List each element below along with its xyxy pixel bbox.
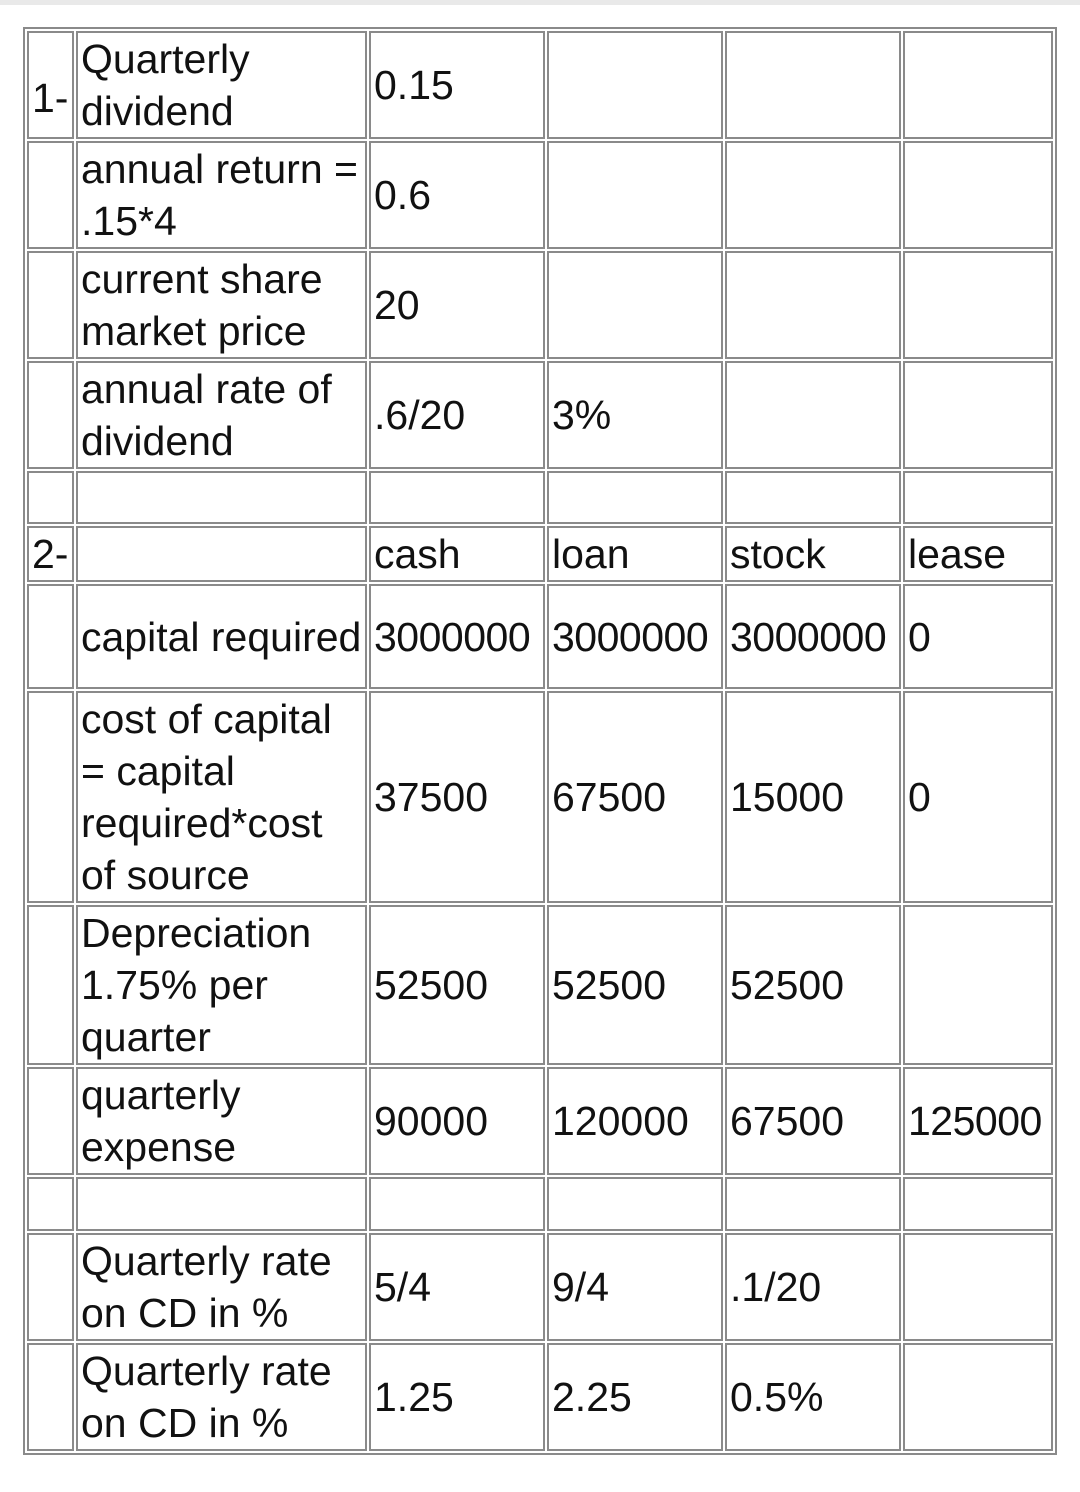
empty-cell[interactable] — [27, 1343, 74, 1451]
cell-value[interactable]: 120000 — [547, 1067, 723, 1175]
table-row — [27, 141, 1053, 249]
empty-cell[interactable] — [27, 1177, 74, 1231]
cell-value[interactable]: 3% — [547, 361, 723, 469]
section-number[interactable]: 2- — [27, 526, 74, 582]
cell-value[interactable]: 125000 — [903, 1067, 1053, 1175]
cell-value[interactable]: 3000000 — [547, 584, 723, 689]
empty-cell[interactable] — [369, 471, 545, 524]
empty-cell[interactable] — [725, 471, 901, 524]
empty-cell[interactable] — [725, 1177, 901, 1231]
column-header-loan[interactable]: loan — [547, 526, 723, 582]
row-label[interactable]: capital required — [76, 584, 367, 689]
cell-value[interactable] — [903, 1233, 1053, 1341]
empty-cell[interactable] — [27, 905, 74, 1065]
empty-cell[interactable] — [76, 471, 367, 524]
cell-value[interactable]: .1/20 — [725, 1233, 901, 1341]
cell-value[interactable]: 5/4 — [369, 1233, 545, 1341]
empty-cell[interactable] — [547, 1177, 723, 1231]
cell-value[interactable]: 0.5% — [725, 1343, 901, 1451]
empty-row — [27, 471, 1053, 524]
row-label[interactable]: cost of capital = capital required*cost of source — [76, 691, 367, 903]
empty-cell[interactable] — [27, 141, 74, 249]
header-row — [27, 526, 1053, 582]
row-label[interactable]: annual rate of dividend — [76, 361, 367, 469]
table-row — [27, 905, 1053, 1065]
table-row — [27, 691, 1053, 903]
section-number[interactable]: 1- — [27, 31, 74, 139]
cell-value[interactable] — [725, 251, 901, 359]
table-row — [27, 251, 1053, 359]
empty-cell[interactable] — [903, 471, 1053, 524]
column-header-lease[interactable]: lease — [903, 526, 1053, 582]
cell-value[interactable] — [903, 251, 1053, 359]
column-header-cash[interactable]: cash — [369, 526, 545, 582]
cell-value[interactable] — [903, 31, 1053, 139]
cell-value[interactable]: 52500 — [725, 905, 901, 1065]
cell-value[interactable]: .6/20 — [369, 361, 545, 469]
cell-value[interactable] — [547, 31, 723, 139]
cell-value[interactable]: 0.6 — [369, 141, 545, 249]
cell-value[interactable]: 52500 — [369, 905, 545, 1065]
row-label[interactable]: quarterly expense — [76, 1067, 367, 1175]
cell-value[interactable] — [547, 251, 723, 359]
empty-row — [27, 1177, 1053, 1231]
cell-value[interactable]: 0.15 — [369, 31, 545, 139]
top-divider — [0, 0, 1080, 5]
cell-value[interactable] — [725, 361, 901, 469]
empty-cell[interactable] — [27, 1067, 74, 1175]
empty-cell[interactable] — [27, 691, 74, 903]
cell-value[interactable]: 67500 — [725, 1067, 901, 1175]
cell-value[interactable]: 20 — [369, 251, 545, 359]
empty-cell[interactable] — [76, 1177, 367, 1231]
empty-cell[interactable] — [27, 1233, 74, 1341]
cell-value[interactable] — [903, 905, 1053, 1065]
cell-value[interactable]: 0 — [903, 691, 1053, 903]
empty-cell[interactable] — [76, 526, 367, 582]
cell-value[interactable]: 0 — [903, 584, 1053, 689]
empty-cell[interactable] — [27, 471, 74, 524]
cell-value[interactable] — [725, 31, 901, 139]
cell-value[interactable]: 1.25 — [369, 1343, 545, 1451]
empty-cell[interactable] — [27, 251, 74, 359]
cell-value[interactable] — [903, 141, 1053, 249]
cell-value[interactable]: 37500 — [369, 691, 545, 903]
row-label[interactable]: Quarterly rate on CD in % — [76, 1343, 367, 1451]
cell-value[interactable]: 67500 — [547, 691, 723, 903]
empty-cell[interactable] — [27, 584, 74, 689]
row-label[interactable]: current share market price — [76, 251, 367, 359]
spreadsheet-table — [23, 27, 1057, 1455]
cell-value[interactable]: 3000000 — [725, 584, 901, 689]
cell-value[interactable]: 3000000 — [369, 584, 545, 689]
table-row — [27, 1343, 1053, 1451]
column-header-stock[interactable]: stock — [725, 526, 901, 582]
cell-value[interactable]: 9/4 — [547, 1233, 723, 1341]
cell-value[interactable] — [903, 361, 1053, 469]
table-row — [27, 1233, 1053, 1341]
table-row — [27, 1067, 1053, 1175]
empty-cell[interactable] — [369, 1177, 545, 1231]
empty-cell[interactable] — [27, 361, 74, 469]
cell-value[interactable]: 2.25 — [547, 1343, 723, 1451]
table-row — [27, 31, 1053, 139]
row-label[interactable]: Quarterly dividend — [76, 31, 367, 139]
table-row — [27, 584, 1053, 689]
row-label[interactable]: Depreciation 1.75% per quarter — [76, 905, 367, 1065]
cell-value[interactable]: 90000 — [369, 1067, 545, 1175]
row-label[interactable]: Quarterly rate on CD in % — [76, 1233, 367, 1341]
empty-cell[interactable] — [547, 471, 723, 524]
cell-value[interactable] — [547, 141, 723, 249]
cell-value[interactable]: 15000 — [725, 691, 901, 903]
cell-value[interactable] — [903, 1343, 1053, 1451]
cell-value[interactable] — [725, 141, 901, 249]
row-label[interactable]: annual return = .15*4 — [76, 141, 367, 249]
cell-value[interactable]: 52500 — [547, 905, 723, 1065]
empty-cell[interactable] — [903, 1177, 1053, 1231]
table-row — [27, 361, 1053, 469]
